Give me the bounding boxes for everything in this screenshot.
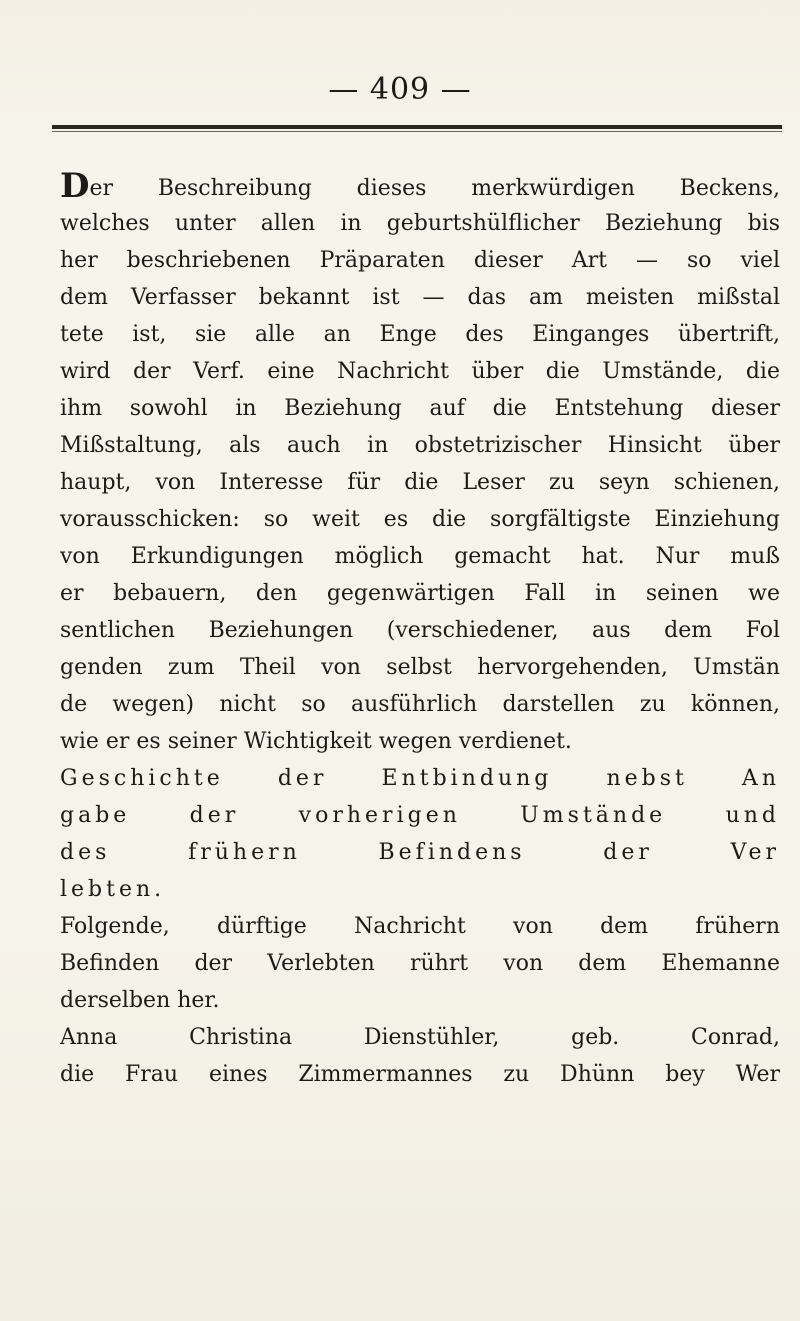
text-line: welches unter allen in geburtshülflicher Beziehung bis xyxy=(60,211,780,236)
text-line: sentlichen Beziehungen (verschiedener, aus dem Fol xyxy=(60,618,780,643)
text-line: haupt, von Interesse für die Leser zu seyn schienen, xyxy=(60,470,780,495)
text-line: de wegen) nicht so ausführlich darstellen zu können, xyxy=(60,692,780,717)
paragraph-patient xyxy=(60,1019,780,1093)
text-line: her beschriebenen Präparaten dieser Art — so viel xyxy=(60,248,780,273)
text-line: ihm sowohl in Beziehung auf die Entstehung dieser xyxy=(60,396,780,421)
page-number: — 409 — xyxy=(328,72,472,107)
body-text xyxy=(60,168,780,1093)
text-line: wird der Verf. eine Nachricht über die Umstände, die xyxy=(60,359,780,384)
text-line: von Erkundigungen möglich gemacht hat. Nur muß xyxy=(60,544,780,569)
text-line: wie er es seiner Wichtigkeit wegen verdienet. xyxy=(60,729,572,754)
text-line: er bebauern, den gegenwärtigen Fall in seinen we xyxy=(60,581,780,606)
paragraph-intro xyxy=(60,908,780,1019)
drop-cap: D xyxy=(60,168,90,205)
header-rule xyxy=(52,125,782,129)
heading-line: Geschichte der Entbindung nebst An xyxy=(60,766,780,791)
text-line: vorausschicken: so weit es die sorgfältigste Einziehung xyxy=(60,507,780,532)
heading-line: gabe der vorherigen Umstände und xyxy=(60,803,780,828)
text-line: Mißstaltung, als auch in obstetrizischer Hinsicht über xyxy=(60,433,780,458)
section-heading xyxy=(60,760,780,908)
text-line: dem Verfasser bekannt ist — das am meisten mißstal xyxy=(60,285,780,310)
heading-line: lebten. xyxy=(60,877,166,902)
text-line: genden zum Theil von selbst hervorgehenden, Umstän xyxy=(60,655,780,680)
paragraph-description xyxy=(60,168,780,760)
text-line: Befinden der Verlebten rührt von dem Ehemanne xyxy=(60,951,780,976)
text-line: derselben her. xyxy=(60,988,220,1013)
heading-line: des frühern Befindens der Ver xyxy=(60,840,780,865)
text-line: Der Beschreibung dieses merkwürdigen Beckens, xyxy=(60,168,780,205)
text-line: Folgende, dürftige Nachricht von dem frühern xyxy=(60,914,780,939)
text-line: Anna Christina Dienstühler, geb. Conrad, xyxy=(60,1025,780,1050)
text-line: tete ist, sie alle an Enge des Einganges übertrift, xyxy=(60,322,780,347)
text-line: die Frau eines Zimmermannes zu Dhünn bey Wer xyxy=(60,1062,780,1087)
